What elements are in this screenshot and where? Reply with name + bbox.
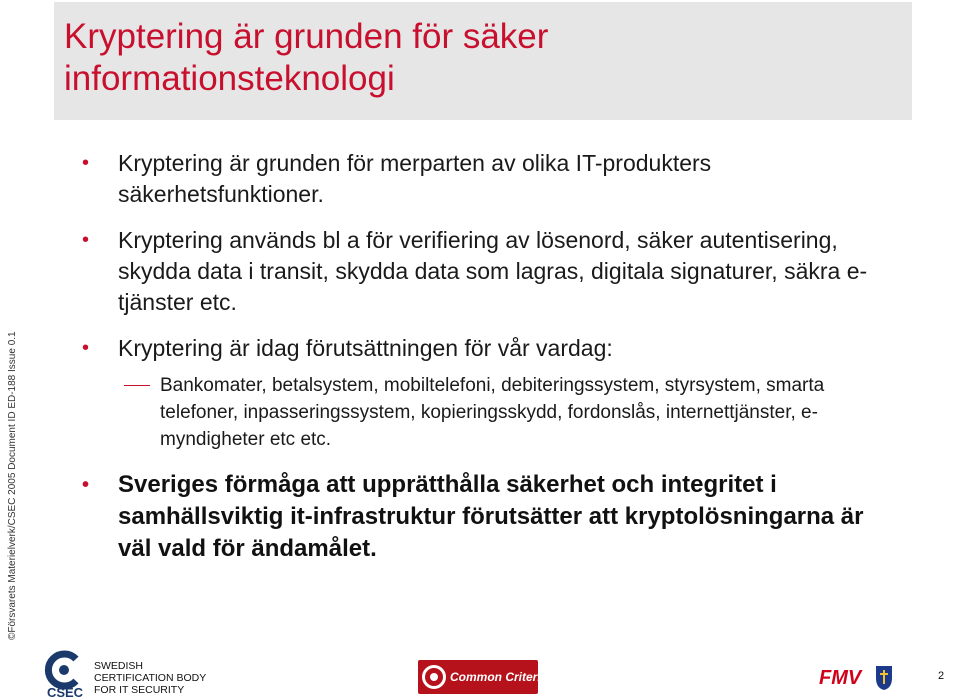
page-number: 2 — [938, 670, 945, 682]
bullet-item — [80, 469, 900, 565]
slide-title: Kryptering är grunden för säker informationsteknologi — [64, 17, 549, 98]
csec-logo-icon — [40, 650, 90, 698]
csec-name — [94, 660, 206, 696]
csec-line-2: CERTIFICATION BODY — [94, 672, 207, 684]
bullet-text: Kryptering används bl a för verifiering av lösenord, säker autentisering, skydda data i transit, skydda data som lagras, digitala signaturer, säkra e-tjänster etc. — [118, 227, 868, 315]
bullet-dot-icon: • — [82, 474, 90, 496]
sub-bullet-text: Bankomater, betalsystem, mobiltelefoni, debiteringssystem, styrsystem, smarta telefoner, inpasseringssystem, kopieringsskydd, fordonslås, internettjänster, e-myndigheter etc etc. — [160, 375, 825, 450]
bullet-text: Sveriges förmåga att upprätthålla säkerhet och integritet i samhällsviktig it-infrastruktur förutsätter att kryptolösningarna är väl vald för ändamålet. — [118, 471, 864, 562]
fmv-wordmark: FMV — [819, 667, 862, 689]
sub-bullet-item — [160, 372, 900, 453]
side-copyright-text: ©Försvarets Materielverk/CSEC 2005 Document ID ED-188 Issue 0.1 — [7, 331, 18, 640]
bullet-dot-icon: • — [82, 337, 90, 359]
dash-icon — [124, 385, 150, 386]
common-criteria-logo — [418, 660, 548, 694]
bullet-item — [80, 148, 900, 210]
common-criteria-label: Common Criteria — [450, 670, 548, 684]
bullet-dot-icon: • — [82, 152, 90, 174]
side-copyright-note — [2, 331, 22, 640]
bullet-text: Kryptering är idag förutsättningen för vår vardag: — [118, 335, 613, 361]
footer — [0, 648, 960, 699]
bullet-dot-icon: • — [82, 229, 90, 251]
bullet-item — [80, 333, 900, 364]
csec-line-3: FOR IT SECURITY — [94, 684, 185, 696]
csec-wordmark: CSEC — [46, 685, 84, 698]
bullet-text: Kryptering är grunden för merparten av olika IT-produkters säkerhetsfunktioner. — [118, 150, 712, 207]
fmv-logo-icon — [818, 662, 898, 692]
title-banner — [54, 2, 912, 120]
slide-content — [80, 148, 900, 565]
bullet-item — [80, 225, 900, 318]
common-criteria-emblem-icon — [422, 665, 446, 689]
csec-line-1: SWEDISH — [94, 660, 144, 672]
